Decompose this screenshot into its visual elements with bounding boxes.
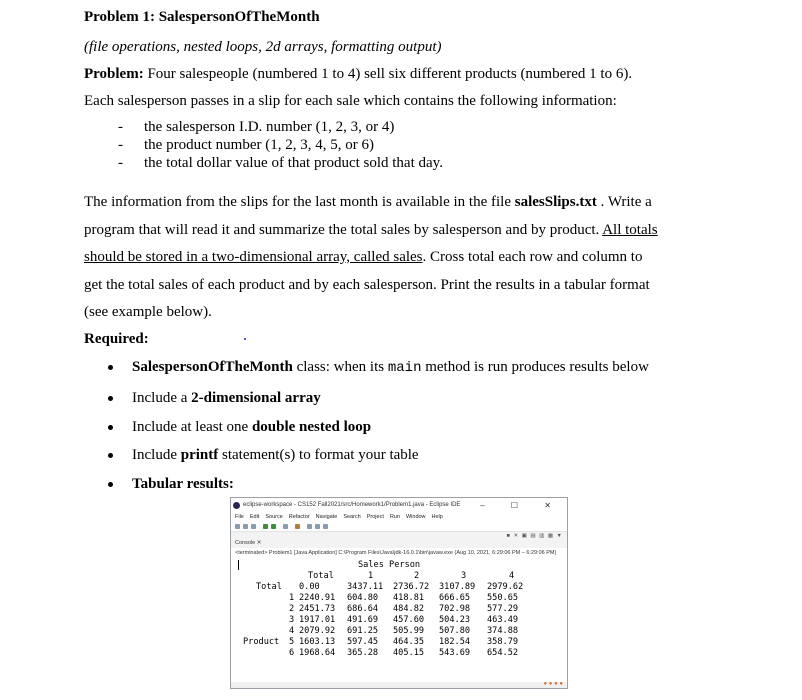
window-titlebar	[231, 498, 567, 513]
table-cell: 604.80	[347, 593, 379, 603]
menu-refactor[interactable]: Refactor	[288, 514, 310, 520]
info-line-4: get the total sales of each product and by each salesperson. Print the results in a tabular format	[84, 277, 650, 293]
file-name: salesSlips.txt	[514, 194, 597, 210]
bullet-icon	[108, 425, 113, 430]
table-cell: 2451.73	[299, 604, 336, 614]
table-cell: 358.79	[487, 637, 519, 647]
menu-project[interactable]: Project	[366, 514, 384, 520]
run-icon[interactable]	[271, 524, 276, 529]
table-cell: 2240.91	[299, 593, 336, 603]
table-cell: 1603.13	[299, 637, 336, 647]
dash-marker: -	[118, 155, 123, 171]
status-bar-icons: ● ● ● ●	[543, 681, 563, 687]
product-id: 1	[289, 593, 295, 603]
table-cell: 405.15	[393, 648, 425, 658]
text-cursor	[238, 560, 239, 570]
table-cell: 2736.72	[393, 582, 430, 592]
product-id: 6	[289, 648, 295, 658]
table-cell: 543.69	[439, 648, 471, 658]
menu-search[interactable]: Search	[343, 514, 361, 520]
problem-statement-text: Four salespeople (numbered 1 to 4) sell six different products (numbered 1 to 6).	[143, 66, 633, 82]
table-cell: 666.65	[439, 593, 471, 603]
toolbar	[231, 522, 567, 532]
console-output	[231, 558, 567, 683]
save-icon[interactable]	[243, 524, 248, 529]
open-type-icon[interactable]	[295, 524, 300, 529]
debug-icon[interactable]	[263, 524, 268, 529]
search-icon[interactable]	[283, 524, 288, 529]
person-header: 2	[414, 571, 420, 581]
table-cell: 504.23	[439, 615, 471, 625]
table-cell: 3437.11	[347, 582, 384, 592]
table-cell: 702.98	[439, 604, 471, 614]
menu-run[interactable]: Run	[389, 514, 400, 520]
info-line-5: (see example below).	[84, 304, 212, 320]
menu-edit[interactable]: Edit	[249, 514, 260, 520]
info-line-2: program that will read it and summarize the total sales by salesperson and by product. All totals	[84, 222, 658, 238]
table-cell: 457.60	[393, 615, 425, 625]
menu-navigate[interactable]: Navigate	[315, 514, 338, 520]
menu-bar	[231, 513, 567, 522]
person-header: 1	[368, 571, 374, 581]
required-heading: Required:	[84, 331, 149, 347]
horizontal-scrollbar[interactable]	[231, 682, 567, 688]
table-cell: 691.25	[347, 626, 379, 636]
window-title: eclipse-workspace - CS152 Fall2021/src/Homework1/Problem1.java - Eclipse IDE	[243, 502, 461, 508]
new-icon[interactable]	[235, 524, 240, 529]
window-controls[interactable]: – ☐ ✕	[480, 501, 563, 510]
table-cell: 2079.92	[299, 626, 336, 636]
table-cell: 418.81	[393, 593, 425, 603]
stray-dot	[244, 338, 246, 340]
problem-title: Problem 1: SalespersonOfTheMonth	[84, 9, 320, 25]
table-cell: 550.65	[487, 593, 519, 603]
bullet-icon	[108, 482, 113, 487]
table-cell: 2979.62	[487, 582, 524, 592]
problem-label: Problem:	[84, 66, 144, 82]
product-id: 2	[289, 604, 295, 614]
table-cell: 505.99	[393, 626, 425, 636]
table-cell: 0.00	[299, 582, 320, 592]
menu-file[interactable]: File	[235, 514, 244, 520]
terminated-status: <terminated> Problem1 [Java Application] C:\Program Files\Java\jdk-16.0.1\bin\javaw.exe (Aug 10, 2021, 6:29:06 PM – 6:29:06 PM)	[235, 550, 557, 556]
product-id: 3	[289, 615, 295, 625]
print-icon[interactable]	[251, 524, 256, 529]
table-cell: 491.69	[347, 615, 379, 625]
table-cell: 1917.01	[299, 615, 336, 625]
table-cell: 1968.64	[299, 648, 336, 658]
menu-window[interactable]: Window	[405, 514, 426, 520]
product-id: 4	[289, 626, 295, 636]
total-column-header: Total	[308, 571, 334, 581]
dash-marker: -	[118, 119, 123, 135]
menu-help[interactable]: Help	[431, 514, 443, 520]
back-icon[interactable]	[315, 524, 320, 529]
table-cell: 182.54	[439, 637, 471, 647]
info-line-3: should be stored in a two-dimensional array, called sales. Cross total each row and column to	[84, 249, 643, 265]
eclipse-logo-icon	[233, 502, 240, 509]
dash-marker: -	[118, 137, 123, 153]
table-cell: 463.49	[487, 615, 519, 625]
person-header: 4	[509, 571, 515, 581]
bullet-icon	[108, 365, 113, 370]
problem-subtitle: (file operations, nested loops, 2d arrays, formatting output)	[84, 39, 442, 55]
forward-icon[interactable]	[323, 524, 328, 529]
table-cell: 464.35	[393, 637, 425, 647]
table-cell: 507.80	[439, 626, 471, 636]
problem-statement-line-1	[84, 64, 632, 84]
sales-person-heading: Sales Person	[358, 560, 421, 570]
person-header: 3	[461, 571, 467, 581]
console-toolbar-icons[interactable]: ■ ✕ ▣ ▤ ▥ ▦ ▼	[506, 533, 563, 539]
menu-source[interactable]: Source	[265, 514, 283, 520]
table-cell: 577.29	[487, 604, 519, 614]
total-row-label: Total	[256, 582, 282, 592]
table-cell: 597.45	[347, 637, 379, 647]
bullet-icon	[108, 453, 113, 458]
table-cell: 654.52	[487, 648, 519, 658]
problem-statement-line-2: Each salesperson passes in a slip for each sale which contains the following information:	[84, 93, 617, 109]
product-label: Product	[243, 637, 280, 647]
info-line-1: The information from the slips for the last month is available in the file salesSlips.txt . Write a	[84, 194, 652, 210]
table-cell: 374.88	[487, 626, 519, 636]
table-cell: 365.28	[347, 648, 379, 658]
bullet-icon	[108, 396, 113, 401]
console-tab[interactable]: Console ✕	[235, 540, 262, 546]
table-cell: 484.82	[393, 604, 425, 614]
table-cell: 686.64	[347, 604, 379, 614]
eclipse-window	[230, 497, 568, 689]
table-cell: 3107.89	[439, 582, 476, 592]
next-annotation-icon[interactable]	[307, 524, 312, 529]
console-header	[231, 532, 567, 548]
product-id: 5	[289, 637, 295, 647]
